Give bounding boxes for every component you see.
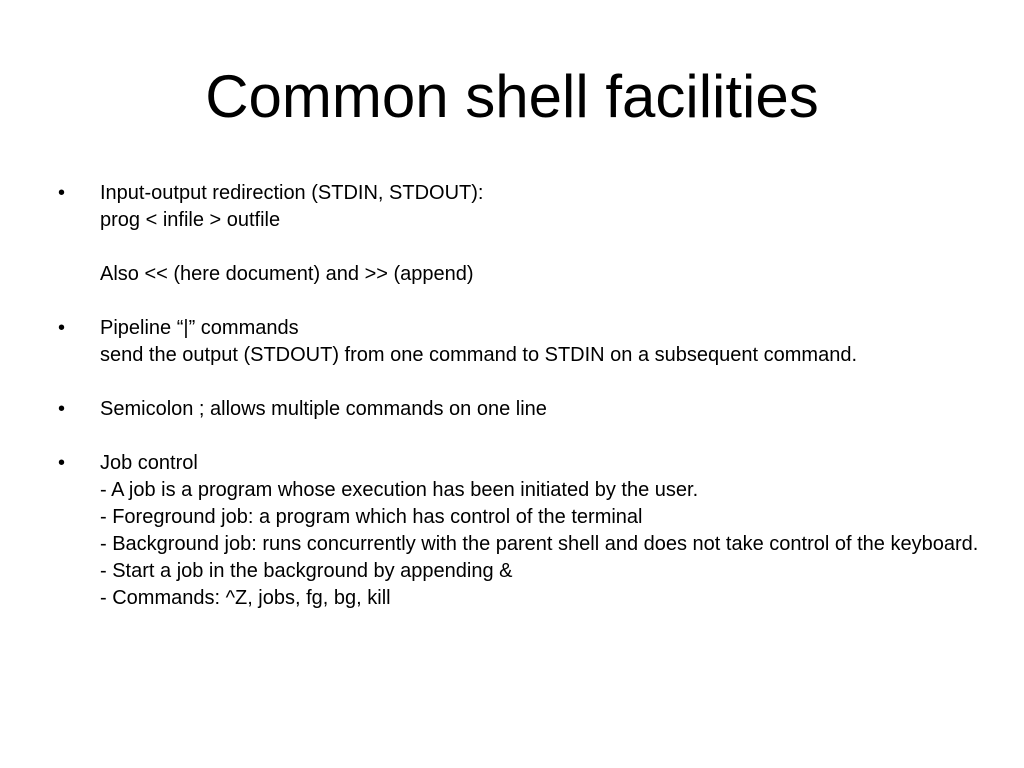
- spacer: [58, 288, 988, 315]
- bullet-heading-job-control: Job control: [100, 452, 198, 474]
- bullet-heading-pipeline: Pipeline “|” commands: [100, 317, 299, 339]
- bullet-dot-icon: •: [58, 398, 66, 420]
- pipeline-description: send the output (STDOUT) from one command to STDIN on a subsequent command.: [100, 344, 858, 366]
- job-line-start-background: - Start a job in the background by appending &: [100, 560, 513, 582]
- bullet-redirection: [58, 180, 988, 288]
- redirection-example: prog < infile > outfile: [100, 209, 281, 231]
- spacer: [58, 234, 988, 261]
- slide-title: Common shell facilities: [205, 63, 819, 130]
- redirection-also: Also << (here document) and >> (append): [100, 263, 474, 285]
- spacer: [58, 369, 988, 396]
- bullet-dot-icon: •: [58, 182, 66, 204]
- job-line-background: - Background job: runs concurrently with the parent shell and does not take control of the keyboard.: [100, 533, 979, 555]
- bullet-semicolon: [58, 396, 988, 423]
- bullet-heading-redirection: Input-output redirection (STDIN, STDOUT):: [100, 182, 484, 204]
- job-line-foreground: - Foreground job: a program which has control of the terminal: [100, 506, 643, 528]
- slide-content: [58, 180, 988, 612]
- job-line-commands: - Commands: ^Z, jobs, fg, bg, kill: [100, 587, 391, 609]
- bullet-job-control: [58, 450, 988, 612]
- bullet-dot-icon: •: [58, 452, 66, 474]
- job-line-definition: - A job is a program whose execution has been initiated by the user.: [100, 479, 699, 501]
- bullet-pipeline: [58, 315, 988, 369]
- bullet-heading-semicolon: Semicolon ; allows multiple commands on one line: [100, 398, 547, 420]
- spacer: [58, 423, 988, 450]
- bullet-dot-icon: •: [58, 317, 66, 339]
